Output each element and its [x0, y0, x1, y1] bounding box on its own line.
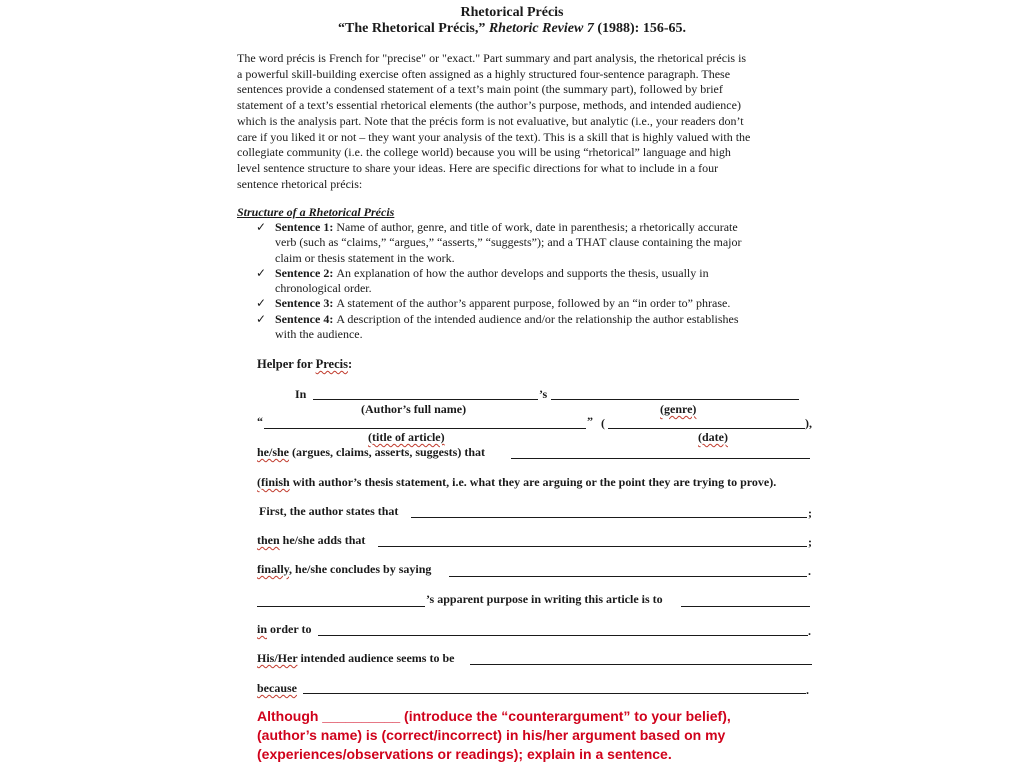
sentence-text: claim or thesis statement in the work.	[275, 250, 455, 265]
helper-heading-word: Precis	[315, 357, 348, 371]
citation-pre: “The Rhetorical Précis,”	[337, 21, 489, 36]
sentence-text: A statement of the author’s apparent purpose, followed by an “in order to” phrase.	[336, 296, 731, 311]
purpose-blank[interactable]	[681, 606, 810, 607]
intro-line: which is the analysis part. Note that the précis form is not evaluative, but analytic (i.e., your readers don’t	[237, 113, 744, 128]
intro-line: a powerful skill-building exercise often assigned as a highly structured four-sentence paragraph. These	[237, 66, 731, 81]
checkmark-icon: ✓	[256, 220, 267, 234]
structure-heading: Structure of a Rhetorical Précis	[237, 205, 395, 219]
helper-heading-colon: :	[347, 357, 353, 371]
semicolon: ;	[808, 506, 812, 520]
sentence-1-item	[256, 220, 816, 266]
verbs-line	[257, 445, 485, 460]
intro-line: collegiate community (i.e. the college world) because you will be using “rhetorical” language and high	[237, 145, 731, 160]
date-caption: (date)	[698, 430, 728, 444]
in-order-text: order to	[267, 622, 312, 636]
helper-heading-text: Helper for	[257, 357, 316, 371]
sentence-label: Sentence 2:	[275, 265, 334, 280]
first-label: First, the author states that	[259, 504, 399, 518]
intro-line: The word précis is French for "precise" or "exact." Part summary and part analysis, the rhetorical précis is	[237, 51, 747, 65]
period: .	[808, 624, 811, 638]
counterargument-line: (author’s name) is (correct/incorrect) in his/her argument based on my	[257, 727, 726, 743]
checkmark-icon: ✓	[256, 296, 267, 311]
sentence-list	[256, 220, 816, 342]
then-blank[interactable]	[378, 546, 807, 547]
finally-line	[257, 562, 431, 577]
in-word: in	[257, 622, 268, 636]
sentence-text: chronological order.	[275, 281, 372, 296]
genre-blank[interactable]	[551, 399, 799, 400]
title-blank[interactable]	[264, 428, 586, 429]
finally-word: finally	[257, 562, 290, 576]
citation-line	[0, 21, 1024, 37]
intro-line: sentence rhetorical précis:	[237, 176, 363, 191]
intro-line: care if you liked it or not – they want your analysis of the text). This is a skill that is highly valued with the	[237, 129, 751, 144]
open-quote: “	[257, 414, 263, 428]
sentence-2-item	[256, 266, 816, 297]
intro-paragraph	[237, 51, 812, 192]
semicolon: ;	[808, 535, 812, 549]
sentence-text: An explanation of how the author develops and supports the thesis, usually in	[336, 265, 709, 280]
date-blank[interactable]	[608, 428, 805, 429]
checkmark-icon: ✓	[256, 265, 267, 280]
intro-line: level sentence structure to share your ideas. Here are specific directions for what to include in a four	[237, 160, 719, 175]
hisher-word: His/Her	[257, 651, 298, 665]
claim-blank[interactable]	[511, 458, 810, 459]
sentence-4-item	[256, 312, 816, 343]
purpose-label: ’s apparent purpose in writing this article is to	[426, 592, 663, 606]
checkmark-icon: ✓	[256, 311, 267, 326]
finish-text: with author’s thesis statement, i.e. what they are arguing or the point they are trying to prove).	[289, 475, 777, 489]
because-blank[interactable]	[303, 693, 806, 694]
in-order-line	[257, 622, 311, 637]
then-word: then	[257, 533, 280, 547]
finish-word: (finish	[257, 475, 290, 489]
sentence-text: A description of the intended audience and/or the relationship the author establishes	[336, 311, 739, 326]
sentence-text: with the audience.	[275, 327, 363, 342]
sentence-3-item	[256, 296, 816, 311]
audience-blank[interactable]	[470, 664, 812, 665]
period: .	[808, 564, 811, 578]
open-paren: (	[601, 416, 605, 430]
first-blank[interactable]	[411, 517, 807, 518]
then-text: he/she adds that	[279, 533, 366, 547]
finish-line	[257, 475, 776, 490]
finally-blank[interactable]	[449, 576, 807, 577]
journal-name: Rhetoric Review 7	[488, 21, 594, 36]
counterargument-line: Although __________ (introduce the “counterargument” to your belief),	[257, 708, 731, 724]
audience-text: intended audience seems to be	[297, 651, 455, 665]
author-caption: (Author’s full name)	[361, 402, 467, 416]
pronoun-word: he/she	[257, 445, 290, 459]
intro-line: sentences provide a condensed statement of a text’s main point (the summary part), followed by brief	[237, 82, 723, 97]
close-quote: ”	[587, 414, 593, 428]
citation-post: (1988): 156-65.	[593, 21, 686, 36]
finally-text: , he/she concludes by saying	[289, 562, 432, 576]
in-label: In	[295, 387, 307, 401]
intro-line: statement of a text’s essential rhetorical elements (the author’s purpose, methods, and intended audience)	[237, 98, 741, 113]
then-line	[257, 533, 365, 548]
counterargument-text	[257, 707, 817, 764]
title-caption	[368, 430, 445, 445]
sentence-label: Sentence 1:	[275, 220, 334, 234]
possessive-label: ’s	[539, 387, 548, 401]
close-paren: ),	[805, 416, 812, 430]
sentence-text: verb (such as “claims,” “argues,” “asserts,” “suggests”); and a THAT clause containing the major	[275, 235, 742, 250]
in-order-blank[interactable]	[318, 635, 808, 636]
counterargument-line: (experiences/observations or readings); explain in a sentence.	[257, 746, 672, 762]
helper-heading	[257, 357, 352, 372]
sentence-label: Sentence 3:	[275, 296, 334, 311]
author-name-blank[interactable]	[257, 606, 425, 607]
sentence-label: Sentence 4:	[275, 311, 334, 326]
because-label: because	[257, 681, 297, 695]
audience-line	[257, 651, 454, 666]
author-blank[interactable]	[313, 399, 538, 400]
genre-caption: (genre)	[660, 402, 697, 416]
verbs-text: (argues, claims, asserts, suggests) that	[289, 445, 485, 459]
title-caption-text: (title of article)	[368, 430, 445, 444]
document-title: Rhetorical Précis	[460, 5, 564, 20]
period: .	[806, 683, 809, 697]
sentence-text: Name of author, genre, and title of work, date in parenthesis; a rhetorically accurate	[336, 220, 738, 234]
